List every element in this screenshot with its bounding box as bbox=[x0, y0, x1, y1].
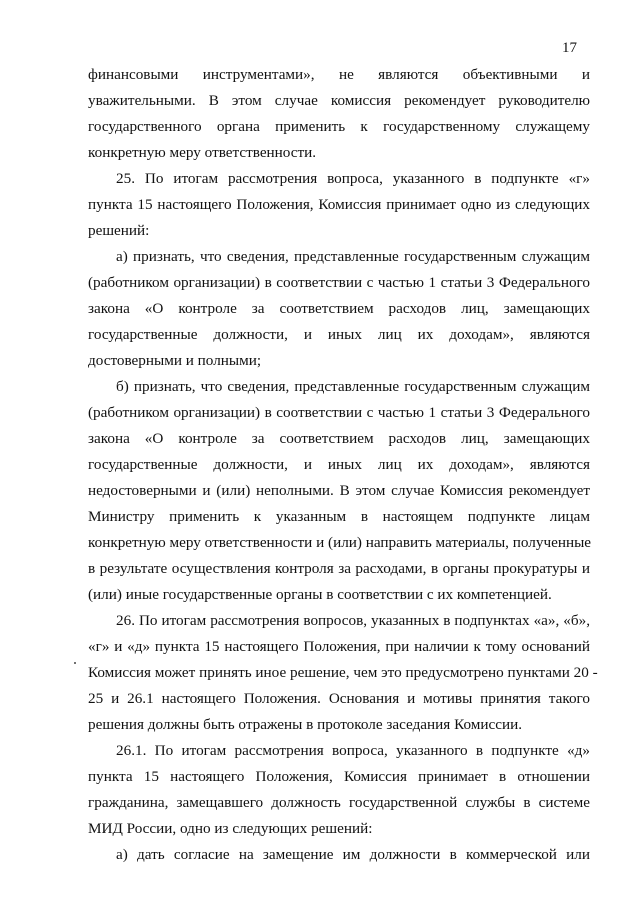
text-line: государственного органа применить к государственному служащему bbox=[88, 118, 590, 135]
text-line: решений: bbox=[88, 222, 150, 239]
paragraph-25-b bbox=[88, 374, 590, 608]
text-line: б) признать, что сведения, представленные государственным служащим bbox=[116, 378, 590, 395]
text-line: Комиссия может принять иное решение, чем это предусмотрено пунктами 20 - bbox=[88, 664, 598, 681]
text-line: решения должны быть отражены в протоколе заседания Комиссии. bbox=[88, 716, 523, 733]
text-line: (работником организации) в соответствии с частью 1 статьи 3 Федерального bbox=[88, 404, 590, 421]
text-line: а) признать, что сведения, представленные государственным служащим bbox=[116, 248, 590, 265]
text-line: 26. По итогам рассмотрения вопросов, указанных в подпунктах «а», «б», bbox=[116, 612, 590, 629]
paragraph-25-a bbox=[88, 244, 590, 374]
text-line: финансовыми инструментами», не являются объективными и bbox=[88, 66, 590, 83]
text-line: государственные должности, и иных лиц их доходам», являются bbox=[88, 326, 590, 343]
text-line: а) дать согласие на замещение им должности в коммерческой или bbox=[116, 846, 590, 863]
text-line: в результате осуществления контроля за расходами, в органы прокуратуры и bbox=[88, 560, 590, 577]
text-line: недостоверными и (или) неполными. В этом случае Комиссия рекомендует bbox=[88, 482, 590, 499]
paragraph-25 bbox=[88, 166, 590, 244]
text-line: (или) иные государственные органы в соответствии с их компетенцией. bbox=[88, 586, 552, 603]
text-line: государственные должности, и иных лиц их доходам», являются bbox=[88, 456, 590, 473]
text-line: гражданина, замещавшего должность государственной службы в системе bbox=[88, 794, 590, 811]
text-line: Министру применить к указанным в настоящем подпункте лицам bbox=[88, 508, 590, 525]
text-line: (работником организации) в соответствии с частью 1 статьи 3 Федерального bbox=[88, 274, 590, 291]
text-line: МИД России, одно из следующих решений: bbox=[88, 820, 373, 837]
text-line: закона «О контроле за соответствием расходов лиц, замещающих bbox=[88, 300, 590, 317]
text-line: пункта 15 настоящего Положения, Комиссия принимает в отношении bbox=[88, 768, 590, 785]
text-line: пункта 15 настоящего Положения, Комиссия принимает одно из следующих bbox=[88, 196, 590, 213]
text-line: достоверными и полными; bbox=[88, 352, 262, 369]
paragraph-26 bbox=[88, 608, 598, 738]
text-line: 26.1. По итогам рассмотрения вопроса, указанного в подпункте «д» bbox=[116, 742, 590, 759]
text-line: 25 и 26.1 настоящего Положения. Основания и мотивы принятия такого bbox=[88, 690, 590, 707]
page-number: 17 bbox=[562, 40, 577, 56]
text-line: «г» и «д» пункта 15 настоящего Положения, при наличии к тому оснований bbox=[88, 638, 590, 655]
text-line: конкретную меру ответственности и (или) направить материалы, полученные bbox=[88, 534, 592, 551]
text-line: конкретную меру ответственности. bbox=[88, 144, 317, 161]
text-line: закона «О контроле за соответствием расходов лиц, замещающих bbox=[88, 430, 590, 447]
text-line: 25. По итогам рассмотрения вопроса, указанного в подпункте «г» bbox=[116, 170, 590, 187]
paragraph-26-1-a bbox=[88, 842, 590, 868]
paragraph-26-1 bbox=[88, 738, 590, 842]
margin-mark bbox=[74, 662, 76, 664]
paragraph-continuation bbox=[88, 62, 590, 166]
text-line: уважительными. В этом случае комиссия рекомендует руководителю bbox=[88, 92, 590, 109]
